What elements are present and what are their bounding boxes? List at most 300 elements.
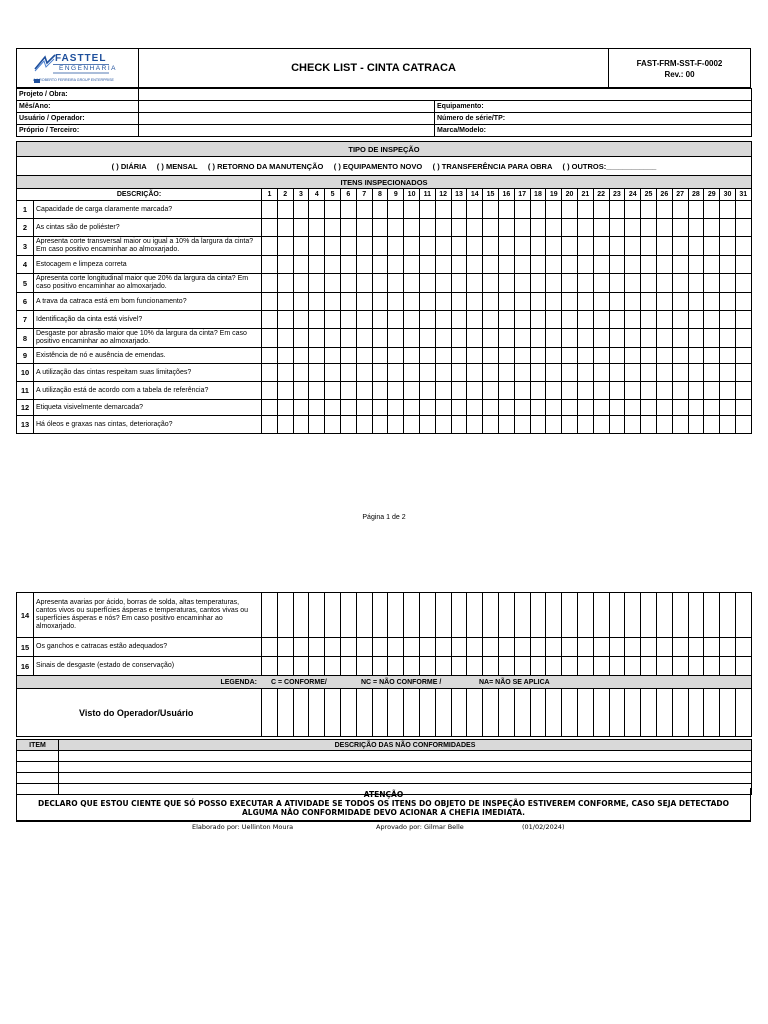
day-check-cell[interactable]	[467, 237, 483, 256]
day-check-cell[interactable]	[704, 237, 720, 256]
day-check-cell[interactable]	[720, 638, 736, 657]
day-check-cell[interactable]	[451, 293, 467, 311]
visto-signature-cell[interactable]	[388, 689, 404, 737]
day-check-cell[interactable]	[562, 293, 578, 311]
day-check-cell[interactable]	[546, 657, 562, 676]
day-check-cell[interactable]	[419, 311, 435, 329]
day-check-cell[interactable]	[672, 256, 688, 274]
day-check-cell[interactable]	[356, 219, 372, 237]
day-check-cell[interactable]	[704, 364, 720, 382]
day-check-cell[interactable]	[467, 382, 483, 400]
day-check-cell[interactable]	[641, 256, 657, 274]
day-check-cell[interactable]	[672, 638, 688, 657]
day-check-cell[interactable]	[340, 400, 356, 416]
day-check-cell[interactable]	[467, 274, 483, 293]
day-check-cell[interactable]	[277, 364, 293, 382]
visto-signature-cell[interactable]	[483, 689, 499, 737]
day-check-cell[interactable]	[546, 256, 562, 274]
day-check-cell[interactable]	[641, 237, 657, 256]
day-check-cell[interactable]	[720, 657, 736, 676]
day-check-cell[interactable]	[419, 593, 435, 638]
day-check-cell[interactable]	[340, 416, 356, 434]
visto-signature-cell[interactable]	[704, 689, 720, 737]
day-check-cell[interactable]	[419, 329, 435, 348]
day-check-cell[interactable]	[546, 201, 562, 219]
day-check-cell[interactable]	[514, 329, 530, 348]
day-check-cell[interactable]	[467, 256, 483, 274]
day-check-cell[interactable]	[340, 237, 356, 256]
day-check-cell[interactable]	[404, 293, 420, 311]
day-check-cell[interactable]	[277, 329, 293, 348]
day-check-cell[interactable]	[735, 638, 751, 657]
day-check-cell[interactable]	[325, 274, 341, 293]
day-check-cell[interactable]	[451, 382, 467, 400]
day-check-cell[interactable]	[356, 256, 372, 274]
day-check-cell[interactable]	[609, 274, 625, 293]
day-check-cell[interactable]	[514, 256, 530, 274]
day-check-cell[interactable]	[720, 293, 736, 311]
day-check-cell[interactable]	[688, 638, 704, 657]
day-check-cell[interactable]	[419, 237, 435, 256]
day-check-cell[interactable]	[262, 256, 278, 274]
day-check-cell[interactable]	[262, 293, 278, 311]
day-check-cell[interactable]	[451, 638, 467, 657]
day-check-cell[interactable]	[325, 364, 341, 382]
day-check-cell[interactable]	[704, 382, 720, 400]
day-check-cell[interactable]	[356, 329, 372, 348]
day-check-cell[interactable]	[262, 274, 278, 293]
visto-signature-cell[interactable]	[577, 689, 593, 737]
day-check-cell[interactable]	[514, 348, 530, 364]
day-check-cell[interactable]	[530, 593, 546, 638]
day-check-cell[interactable]	[498, 329, 514, 348]
day-check-cell[interactable]	[672, 274, 688, 293]
day-check-cell[interactable]	[530, 329, 546, 348]
day-check-cell[interactable]	[577, 329, 593, 348]
day-check-cell[interactable]	[483, 219, 499, 237]
day-check-cell[interactable]	[625, 416, 641, 434]
day-check-cell[interactable]	[262, 657, 278, 676]
day-check-cell[interactable]	[656, 311, 672, 329]
day-check-cell[interactable]	[609, 311, 625, 329]
day-check-cell[interactable]	[514, 237, 530, 256]
day-check-cell[interactable]	[356, 638, 372, 657]
day-check-cell[interactable]	[419, 219, 435, 237]
day-check-cell[interactable]	[720, 256, 736, 274]
day-check-cell[interactable]	[641, 311, 657, 329]
day-check-cell[interactable]	[372, 364, 388, 382]
day-check-cell[interactable]	[293, 348, 309, 364]
day-check-cell[interactable]	[404, 237, 420, 256]
day-check-cell[interactable]	[530, 364, 546, 382]
day-check-cell[interactable]	[277, 256, 293, 274]
day-check-cell[interactable]	[277, 348, 293, 364]
day-check-cell[interactable]	[388, 293, 404, 311]
day-check-cell[interactable]	[641, 293, 657, 311]
day-check-cell[interactable]	[720, 201, 736, 219]
day-check-cell[interactable]	[262, 237, 278, 256]
day-check-cell[interactable]	[451, 416, 467, 434]
day-check-cell[interactable]	[356, 382, 372, 400]
day-check-cell[interactable]	[309, 400, 325, 416]
day-check-cell[interactable]	[372, 329, 388, 348]
day-check-cell[interactable]	[483, 657, 499, 676]
visto-signature-cell[interactable]	[293, 689, 309, 737]
day-check-cell[interactable]	[467, 311, 483, 329]
day-check-cell[interactable]	[340, 638, 356, 657]
day-check-cell[interactable]	[688, 382, 704, 400]
day-check-cell[interactable]	[309, 293, 325, 311]
visto-signature-cell[interactable]	[372, 689, 388, 737]
day-check-cell[interactable]	[514, 657, 530, 676]
day-check-cell[interactable]	[498, 237, 514, 256]
day-check-cell[interactable]	[498, 416, 514, 434]
day-check-cell[interactable]	[609, 219, 625, 237]
day-check-cell[interactable]	[467, 638, 483, 657]
day-check-cell[interactable]	[356, 274, 372, 293]
visto-signature-cell[interactable]	[498, 689, 514, 737]
day-check-cell[interactable]	[514, 400, 530, 416]
day-check-cell[interactable]	[388, 416, 404, 434]
day-check-cell[interactable]	[593, 274, 609, 293]
day-check-cell[interactable]	[593, 638, 609, 657]
day-check-cell[interactable]	[483, 329, 499, 348]
visto-signature-cell[interactable]	[625, 689, 641, 737]
visto-signature-cell[interactable]	[277, 689, 293, 737]
day-check-cell[interactable]	[498, 593, 514, 638]
day-check-cell[interactable]	[625, 657, 641, 676]
day-check-cell[interactable]	[562, 638, 578, 657]
day-check-cell[interactable]	[577, 593, 593, 638]
nc-row[interactable]	[17, 751, 752, 762]
day-check-cell[interactable]	[562, 416, 578, 434]
day-check-cell[interactable]	[356, 311, 372, 329]
day-check-cell[interactable]	[262, 382, 278, 400]
day-check-cell[interactable]	[404, 311, 420, 329]
day-check-cell[interactable]	[435, 416, 451, 434]
day-check-cell[interactable]	[325, 201, 341, 219]
day-check-cell[interactable]	[625, 237, 641, 256]
day-check-cell[interactable]	[688, 348, 704, 364]
day-check-cell[interactable]	[530, 256, 546, 274]
day-check-cell[interactable]	[435, 219, 451, 237]
day-check-cell[interactable]	[483, 201, 499, 219]
day-check-cell[interactable]	[340, 329, 356, 348]
day-check-cell[interactable]	[593, 348, 609, 364]
day-check-cell[interactable]	[404, 348, 420, 364]
day-check-cell[interactable]	[467, 219, 483, 237]
day-check-cell[interactable]	[388, 237, 404, 256]
day-check-cell[interactable]	[530, 348, 546, 364]
serie-label[interactable]: Número de série/TP:	[435, 113, 752, 125]
day-check-cell[interactable]	[577, 364, 593, 382]
day-check-cell[interactable]	[672, 364, 688, 382]
day-check-cell[interactable]	[404, 364, 420, 382]
day-check-cell[interactable]	[577, 311, 593, 329]
day-check-cell[interactable]	[530, 638, 546, 657]
day-check-cell[interactable]	[656, 593, 672, 638]
day-check-cell[interactable]	[483, 293, 499, 311]
mes-ano-field[interactable]	[139, 101, 435, 113]
day-check-cell[interactable]	[609, 382, 625, 400]
day-check-cell[interactable]	[720, 382, 736, 400]
day-check-cell[interactable]	[435, 364, 451, 382]
day-check-cell[interactable]	[656, 274, 672, 293]
day-check-cell[interactable]	[262, 593, 278, 638]
day-check-cell[interactable]	[562, 256, 578, 274]
day-check-cell[interactable]	[404, 256, 420, 274]
day-check-cell[interactable]	[577, 274, 593, 293]
day-check-cell[interactable]	[325, 593, 341, 638]
day-check-cell[interactable]	[277, 638, 293, 657]
day-check-cell[interactable]	[530, 237, 546, 256]
day-check-cell[interactable]	[435, 311, 451, 329]
day-check-cell[interactable]	[720, 400, 736, 416]
day-check-cell[interactable]	[277, 657, 293, 676]
day-check-cell[interactable]	[688, 311, 704, 329]
day-check-cell[interactable]	[356, 593, 372, 638]
day-check-cell[interactable]	[404, 416, 420, 434]
day-check-cell[interactable]	[672, 237, 688, 256]
day-check-cell[interactable]	[688, 237, 704, 256]
day-check-cell[interactable]	[498, 293, 514, 311]
day-check-cell[interactable]	[309, 219, 325, 237]
day-check-cell[interactable]	[372, 400, 388, 416]
day-check-cell[interactable]	[372, 593, 388, 638]
day-check-cell[interactable]	[372, 237, 388, 256]
day-check-cell[interactable]	[483, 400, 499, 416]
day-check-cell[interactable]	[577, 382, 593, 400]
day-check-cell[interactable]	[309, 657, 325, 676]
day-check-cell[interactable]	[609, 237, 625, 256]
day-check-cell[interactable]	[404, 657, 420, 676]
day-check-cell[interactable]	[735, 416, 751, 434]
day-check-cell[interactable]	[262, 348, 278, 364]
day-check-cell[interactable]	[546, 400, 562, 416]
day-check-cell[interactable]	[340, 657, 356, 676]
proprio-field[interactable]	[139, 125, 435, 137]
day-check-cell[interactable]	[609, 256, 625, 274]
day-check-cell[interactable]	[704, 311, 720, 329]
day-check-cell[interactable]	[593, 201, 609, 219]
visto-signature-cell[interactable]	[593, 689, 609, 737]
day-check-cell[interactable]	[309, 638, 325, 657]
day-check-cell[interactable]	[609, 416, 625, 434]
day-check-cell[interactable]	[262, 201, 278, 219]
day-check-cell[interactable]	[720, 219, 736, 237]
day-check-cell[interactable]	[672, 657, 688, 676]
day-check-cell[interactable]	[530, 382, 546, 400]
day-check-cell[interactable]	[593, 400, 609, 416]
day-check-cell[interactable]	[672, 416, 688, 434]
day-check-cell[interactable]	[293, 416, 309, 434]
day-check-cell[interactable]	[735, 657, 751, 676]
day-check-cell[interactable]	[293, 219, 309, 237]
day-check-cell[interactable]	[262, 329, 278, 348]
day-check-cell[interactable]	[451, 256, 467, 274]
day-check-cell[interactable]	[309, 311, 325, 329]
day-check-cell[interactable]	[530, 293, 546, 311]
day-check-cell[interactable]	[672, 593, 688, 638]
day-check-cell[interactable]	[309, 416, 325, 434]
day-check-cell[interactable]	[498, 274, 514, 293]
day-check-cell[interactable]	[483, 274, 499, 293]
visto-signature-cell[interactable]	[672, 689, 688, 737]
day-check-cell[interactable]	[562, 400, 578, 416]
day-check-cell[interactable]	[467, 364, 483, 382]
day-check-cell[interactable]	[562, 311, 578, 329]
day-check-cell[interactable]	[419, 400, 435, 416]
day-check-cell[interactable]	[609, 348, 625, 364]
day-check-cell[interactable]	[546, 416, 562, 434]
day-check-cell[interactable]	[277, 416, 293, 434]
day-check-cell[interactable]	[262, 638, 278, 657]
day-check-cell[interactable]	[356, 364, 372, 382]
day-check-cell[interactable]	[435, 593, 451, 638]
day-check-cell[interactable]	[546, 219, 562, 237]
day-check-cell[interactable]	[688, 256, 704, 274]
day-check-cell[interactable]	[609, 293, 625, 311]
visto-signature-cell[interactable]	[467, 689, 483, 737]
day-check-cell[interactable]	[262, 400, 278, 416]
day-check-cell[interactable]	[451, 329, 467, 348]
nc-row[interactable]	[17, 773, 752, 784]
day-check-cell[interactable]	[577, 348, 593, 364]
day-check-cell[interactable]	[340, 201, 356, 219]
day-check-cell[interactable]	[609, 400, 625, 416]
day-check-cell[interactable]	[262, 219, 278, 237]
day-check-cell[interactable]	[419, 256, 435, 274]
day-check-cell[interactable]	[546, 237, 562, 256]
day-check-cell[interactable]	[625, 293, 641, 311]
day-check-cell[interactable]	[483, 311, 499, 329]
day-check-cell[interactable]	[514, 311, 530, 329]
usuario-field[interactable]	[139, 113, 435, 125]
day-check-cell[interactable]	[593, 256, 609, 274]
day-check-cell[interactable]	[704, 416, 720, 434]
day-check-cell[interactable]	[309, 329, 325, 348]
day-check-cell[interactable]	[435, 256, 451, 274]
day-check-cell[interactable]	[530, 657, 546, 676]
day-check-cell[interactable]	[625, 348, 641, 364]
day-check-cell[interactable]	[435, 293, 451, 311]
day-check-cell[interactable]	[293, 638, 309, 657]
day-check-cell[interactable]	[404, 638, 420, 657]
day-check-cell[interactable]	[577, 657, 593, 676]
day-check-cell[interactable]	[641, 638, 657, 657]
day-check-cell[interactable]	[388, 256, 404, 274]
day-check-cell[interactable]	[514, 293, 530, 311]
day-check-cell[interactable]	[262, 311, 278, 329]
day-check-cell[interactable]	[293, 274, 309, 293]
day-check-cell[interactable]	[735, 364, 751, 382]
day-check-cell[interactable]	[704, 400, 720, 416]
projeto-field[interactable]	[139, 89, 752, 101]
day-check-cell[interactable]	[467, 329, 483, 348]
day-check-cell[interactable]	[704, 274, 720, 293]
day-check-cell[interactable]	[735, 348, 751, 364]
day-check-cell[interactable]	[372, 201, 388, 219]
day-check-cell[interactable]	[656, 329, 672, 348]
day-check-cell[interactable]	[530, 416, 546, 434]
visto-signature-cell[interactable]	[325, 689, 341, 737]
day-check-cell[interactable]	[625, 219, 641, 237]
day-check-cell[interactable]	[388, 400, 404, 416]
day-check-cell[interactable]	[388, 364, 404, 382]
day-check-cell[interactable]	[483, 237, 499, 256]
day-check-cell[interactable]	[451, 201, 467, 219]
day-check-cell[interactable]	[498, 311, 514, 329]
day-check-cell[interactable]	[704, 219, 720, 237]
day-check-cell[interactable]	[656, 348, 672, 364]
visto-signature-cell[interactable]	[340, 689, 356, 737]
day-check-cell[interactable]	[325, 638, 341, 657]
day-check-cell[interactable]	[735, 201, 751, 219]
day-check-cell[interactable]	[325, 293, 341, 311]
day-check-cell[interactable]	[625, 274, 641, 293]
day-check-cell[interactable]	[593, 382, 609, 400]
day-check-cell[interactable]	[641, 274, 657, 293]
day-check-cell[interactable]	[530, 219, 546, 237]
day-check-cell[interactable]	[483, 256, 499, 274]
day-check-cell[interactable]	[451, 593, 467, 638]
day-check-cell[interactable]	[435, 638, 451, 657]
day-check-cell[interactable]	[419, 293, 435, 311]
day-check-cell[interactable]	[720, 311, 736, 329]
day-check-cell[interactable]	[498, 348, 514, 364]
day-check-cell[interactable]	[546, 638, 562, 657]
day-check-cell[interactable]	[435, 382, 451, 400]
day-check-cell[interactable]	[514, 638, 530, 657]
day-check-cell[interactable]	[735, 311, 751, 329]
day-check-cell[interactable]	[309, 274, 325, 293]
day-check-cell[interactable]	[546, 348, 562, 364]
day-check-cell[interactable]	[293, 593, 309, 638]
day-check-cell[interactable]	[451, 311, 467, 329]
day-check-cell[interactable]	[262, 364, 278, 382]
day-check-cell[interactable]	[340, 311, 356, 329]
visto-signature-cell[interactable]	[404, 689, 420, 737]
day-check-cell[interactable]	[672, 311, 688, 329]
day-check-cell[interactable]	[435, 201, 451, 219]
day-check-cell[interactable]	[609, 638, 625, 657]
day-check-cell[interactable]	[530, 311, 546, 329]
day-check-cell[interactable]	[388, 311, 404, 329]
day-check-cell[interactable]	[577, 638, 593, 657]
day-check-cell[interactable]	[372, 219, 388, 237]
day-check-cell[interactable]	[593, 416, 609, 434]
day-check-cell[interactable]	[372, 311, 388, 329]
day-check-cell[interactable]	[656, 416, 672, 434]
day-check-cell[interactable]	[356, 416, 372, 434]
day-check-cell[interactable]	[704, 657, 720, 676]
day-check-cell[interactable]	[325, 400, 341, 416]
day-check-cell[interactable]	[688, 593, 704, 638]
day-check-cell[interactable]	[483, 364, 499, 382]
day-check-cell[interactable]	[593, 237, 609, 256]
day-check-cell[interactable]	[325, 256, 341, 274]
day-check-cell[interactable]	[641, 416, 657, 434]
day-check-cell[interactable]	[704, 256, 720, 274]
day-check-cell[interactable]	[419, 348, 435, 364]
day-check-cell[interactable]	[577, 416, 593, 434]
day-check-cell[interactable]	[641, 400, 657, 416]
day-check-cell[interactable]	[404, 382, 420, 400]
day-check-cell[interactable]	[293, 201, 309, 219]
day-check-cell[interactable]	[546, 593, 562, 638]
day-check-cell[interactable]	[672, 329, 688, 348]
day-check-cell[interactable]	[404, 329, 420, 348]
